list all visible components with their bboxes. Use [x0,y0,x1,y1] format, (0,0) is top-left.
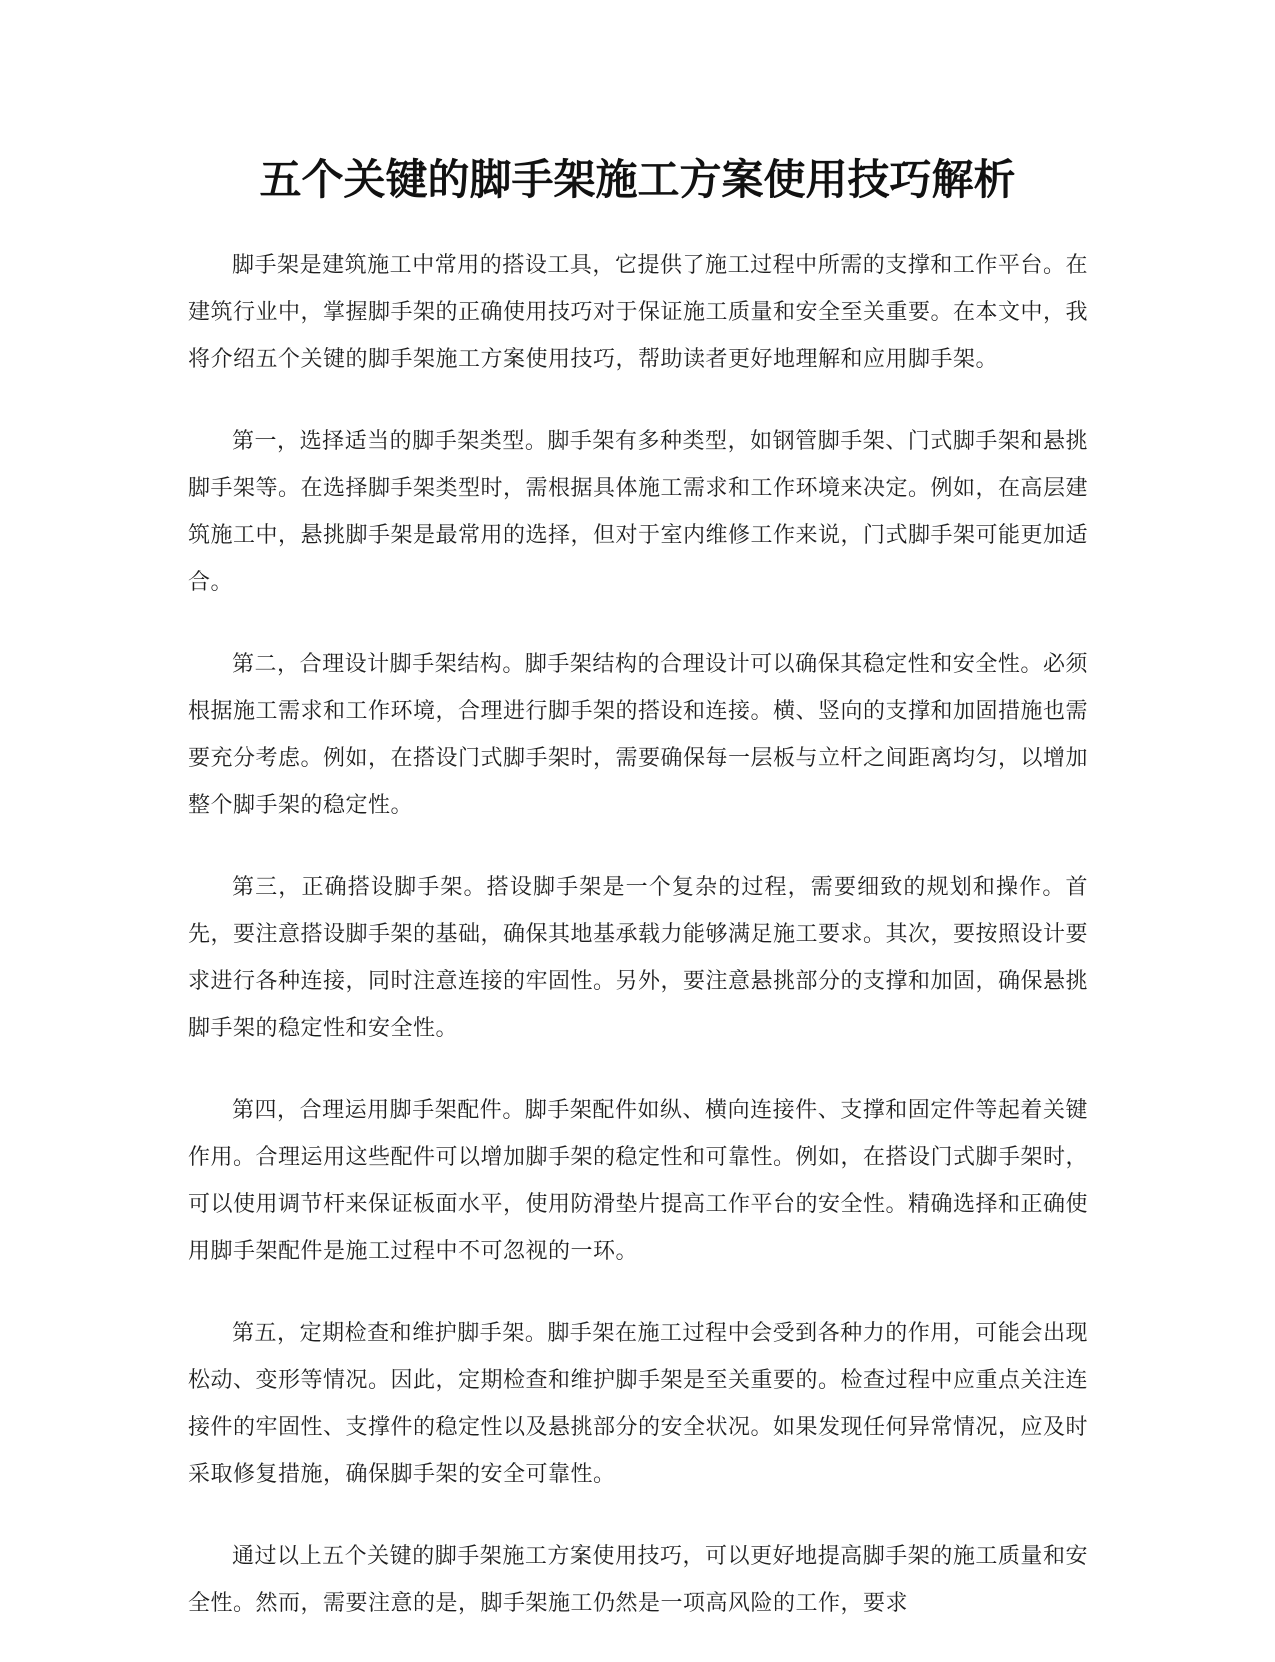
paragraph-conclusion: 通过以上五个关键的脚手架施工方案使用技巧，可以更好地提高脚手架的施工质量和安全性。然而，需要注意的是，脚手架施工仍然是一项高风险的工作，要求 [188,1544,1088,1616]
paragraph-tip-5: 第五，定期检查和维护脚手架。脚手架在施工过程中会受到各种力的作用，可能会出现松动、变形等情况。因此，定期检查和维护脚手架是至关重要的。检查过程中应重点关注连接件的牢固性、支撑件的稳定性以及悬挑部分的安全状况。如果发现任何异常情况，应及时采取修复措施，确保脚手架的安全可靠性。 [188,1321,1089,1487]
paragraph-tip-4: 第四，合理运用脚手架配件。脚手架配件如纵、横向连接件、支撑和固定件等起着关键作用。合理运用这些配件可以增加脚手架的稳定性和可靠性。例如，在搭设门式脚手架时，可以使用调节杆来保证板面水平，使用防滑垫片提高工作平台的安全性。精确选择和正确使用脚手架配件是施工过程中不可忽视的一环。 [188,1098,1089,1264]
document-title: 五个关键的脚手架施工方案使用技巧解析 [259,155,1016,204]
paragraph-tip-1: 第一，选择适当的脚手架类型。脚手架有多种类型，如钢管脚手架、门式脚手架和悬挑脚手架等。在选择脚手架类型时，需根据具体施工需求和工作环境来决定。例如，在高层建筑施工中，悬挑脚手架是最常用的选择，但对于室内维修工作来说，门式脚手架可能更加适合。 [188,429,1089,595]
paragraph-tip-3: 第三，正确搭设脚手架。搭设脚手架是一个复杂的过程，需要细致的规划和操作。首先，要注意搭设脚手架的基础，确保其地基承载力能够满足施工要求。其次，要按照设计要求进行各种连接，同时注意连接的牢固性。另外，要注意悬挑部分的支撑和加固，确保悬挑脚手架的稳定性和安全性。 [188,875,1089,1041]
paragraph-intro: 脚手架是建筑施工中常用的搭设工具，它提供了施工过程中所需的支撑和工作平台。在建筑行业中，掌握脚手架的正确使用技巧对于保证施工质量和安全至关重要。在本文中，我将介绍五个关键的脚手架施工方案使用技巧，帮助读者更好地理解和应用脚手架。 [188,253,1089,372]
paragraph-tip-2: 第二，合理设计脚手架结构。脚手架结构的合理设计可以确保其稳定性和安全性。必须根据施工需求和工作环境，合理进行脚手架的搭设和连接。横、竖向的支撑和加固措施也需要充分考虑。例如，在搭设门式脚手架时，需要确保每一层板与立杆之间距离均匀，以增加整个脚手架的稳定性。 [188,652,1089,818]
document-body [188,242,1088,1662]
